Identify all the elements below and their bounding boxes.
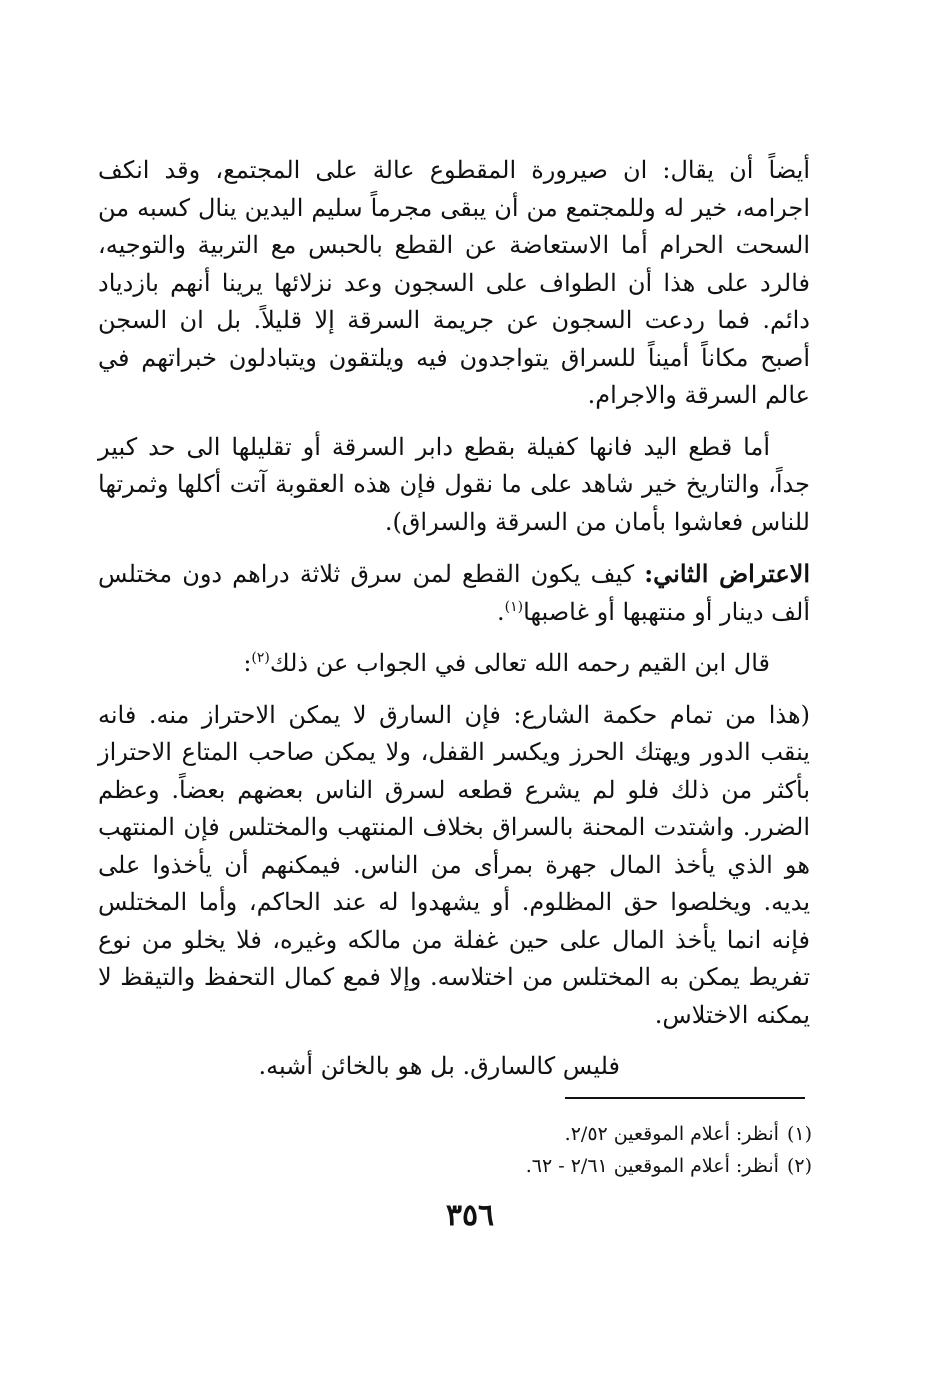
paragraph-3-end: . — [497, 597, 505, 626]
paragraph-4 — [98, 645, 810, 683]
paragraph-2: أما قطع اليد فانها كفيلة بقطع دابر السرقة أو تقليلها الى حد كبير جداً، والتاريخ خير شاهد على ما نقول فإن هذه العقوبة آتت أكلها وثمرتها للناس فعاشوا بأمان من السرقة والسراق). — [98, 432, 810, 536]
quote-intro: قال ابن القيم رحمه الله تعالى في الجواب عن ذلك — [269, 649, 770, 677]
footnote-ref-2: (٢) — [251, 650, 270, 666]
paragraph-3 — [98, 555, 810, 631]
page-number: ٣٥٦ — [445, 1198, 495, 1233]
footnotes — [380, 1118, 812, 1182]
footnote-1 — [380, 1118, 812, 1150]
footnote-text: أنظر: أعلام الموقعين ٢/٥٢. — [564, 1123, 779, 1145]
objection-text: كيف يكون القطع لمن سرق ثلاثة دراهم دون مختلس ألف دينار أو منتهبها أو غاصبها — [98, 560, 810, 626]
paragraph-5-quote: (هذا من تمام حكمة الشارع: فإن السارق لا يمكن الاحتراز منه. فانه ينقب الدور ويهتك الحرز ويكسر القفل، ولا يمكن صاحب المتاع الاحتراز بأكثر من ذلك فلو لم يشرع قطعه لسرق الناس بعضهم بعضاً. وعظم الضرر. واشتدت المحنة بالسراق بخلاف المنتهب والمختلس فإن المنتهب هو الذي يأخذ المال جهرة بمرأى من الناس. فيمكنهم أن يأخذوا على يديه. ويخلصوا حق المظلوم. أو يشهدوا له عند الحاكم، وأما المختلس فإنه انما يأخذ المال على حين غفلة من مالكه وغيره، فلا يخلو من نوع تفريط يمكن به المختلس من اختلاسه. وإلا فمع كمال التحفظ والتيقظ لا يمكنه الاختلاس. — [98, 700, 810, 1029]
paragraph-1: أيضاً أن يقال: ان صيرورة المقطوع عالة على المجتمع، وقد انكف اجرامه، خير له وللمجتمع من أن يبقى مجرماً سليم اليدين ينال كسبه من السحت الحرام أما الاستعاضة عن القطع بالحبس مع التربية والتوجيه، فالرد على هذا أن الطواف على السجون وعد نزلائها يرينا أنهم بازدياد دائم. فما ردعت السجون عن جريمة السرقة إلا قليلاً. بل ان السجن أصبح مكاناً أميناً للسراق يتواجدون فيه ويلتقون ويتبادلون خبراتهم في عالم السرقة والاجرام. — [98, 156, 810, 409]
paragraph-4-end: : — [243, 649, 252, 677]
footnote-ref-1: (١) — [504, 598, 524, 615]
footnote-number: (٢) — [786, 1155, 812, 1177]
footnote-number: (١) — [786, 1123, 812, 1145]
objection-heading: الاعتراض الثاني: — [644, 559, 810, 588]
body-text — [98, 152, 810, 1100]
paragraph-6: فليس كالسارق. بل هو بالخائن أشبه. — [258, 1052, 620, 1080]
footnote-divider — [565, 1097, 805, 1099]
footnote-text: أنظر: أعلام الموقعين ٢/٦١ - ٦٢. — [525, 1155, 779, 1177]
footnote-2 — [380, 1150, 812, 1182]
